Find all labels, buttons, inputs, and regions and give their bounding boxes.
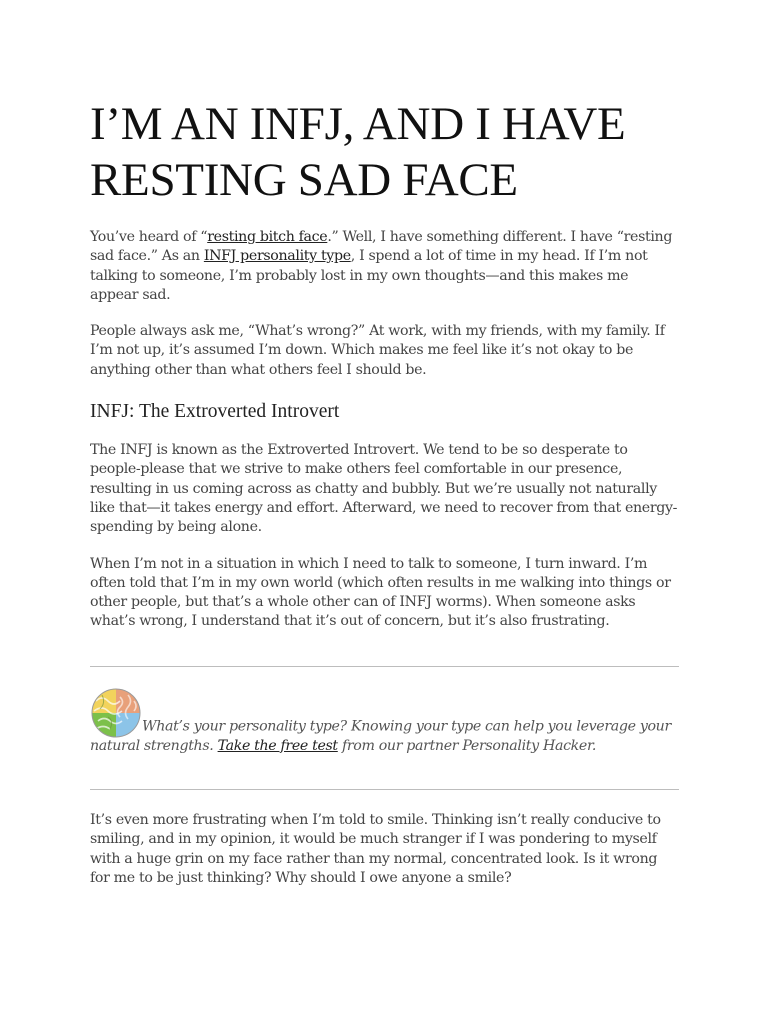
paragraph-turn-inward: When I’m not in a situation in which I need to talk to someone, I turn inward. I’m often told that I’m in my own world (which often results in me walking into things or other people, but that’s a whole other can of INFJ worms). When someone asks what’s wrong, I understand that it’s out of concern, but it’s also frustrating. — [90, 555, 671, 630]
paragraph-extroverted-introvert: The INFJ is known as the Extroverted Introvert. We tend to be so desperate to people-please that we strive to make others feel comfortable in our presence, resulting in us coming across as chatty and bubbly. But we’re usually not naturally like that—it takes energy and effort. Afterward, we need to recover from that energy-spending by being alone. — [90, 442, 678, 536]
callout-text-1: What’s your personality type? Knowing your type can help you leverage your natural strengths. — [90, 718, 671, 754]
article-title: I’M AN INFJ, AND I HAVE RESTING SAD FACE — [90, 98, 626, 206]
take-free-test-link[interactable]: Take the free test — [217, 737, 338, 754]
divider-bottom — [90, 789, 679, 790]
intro-text-2: .” Well, I have something different. I have “resting sad face.” As an — [90, 229, 673, 265]
intro-paragraph — [90, 228, 679, 305]
section-heading: INFJ: The Extroverted Introvert — [90, 401, 340, 423]
personality-test-callout — [90, 685, 679, 756]
paragraph-whats-wrong: People always ask me, “What’s wrong?” At work, with my friends, with my family. If I’m not up, it’s assumed I’m down. Which makes me feel like it’s not okay to be anything other than what others feel I should be. — [90, 323, 665, 378]
resting-bitch-face-link[interactable]: resting bitch face — [207, 229, 328, 245]
brain-quadrant-logo-icon — [90, 687, 142, 739]
paragraph-smile: It’s even more frustrating when I’m told to smile. Thinking isn’t really conducive to smiling, and in my opinion, it would be much stranger if I was pondering to myself with a huge grin on my face rather than my normal, concentrated look. Is it wrong for me to be just thinking? Why should I owe anyone a smile? — [90, 812, 661, 886]
callout-text-2: from our partner Personality Hacker. — [337, 737, 597, 754]
divider-top — [90, 666, 679, 667]
intro-text-1: You’ve heard of “ — [90, 229, 208, 245]
intro-text-3: , I spend a lot of time in my head. If I’m not talking to someone, I’m probably lost in my own thoughts—and this makes me appear sad. — [90, 248, 648, 303]
infj-personality-type-link[interactable]: INFJ personality type — [203, 248, 351, 265]
